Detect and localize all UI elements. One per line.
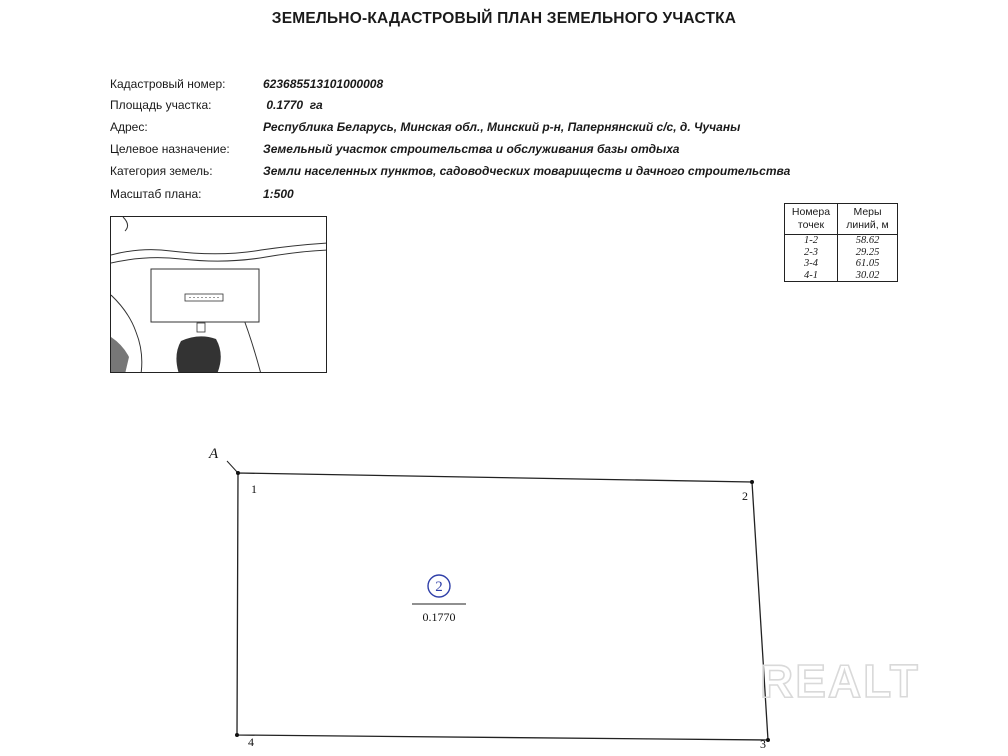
parcel-area-label: 0.1770: [422, 610, 456, 624]
info-value: Земли населенных пунктов, садоводческих товариществ и дачного строительства: [263, 164, 791, 178]
table-cell-length: 29.25: [838, 247, 898, 259]
boundary-point-2-marker: [750, 480, 754, 484]
road-line: [111, 250, 327, 263]
table-cell-points: 4-1: [785, 270, 838, 282]
realt-watermark: REALT: [760, 655, 920, 707]
parcel-outline: [151, 269, 259, 322]
info-label: Кадастровый номер:: [110, 77, 226, 91]
info-value: Республика Беларусь, Минская обл., Минский р-н, Папернянский с/с, д. Чучаны: [263, 120, 741, 134]
info-value: 623685513101000008: [263, 77, 384, 91]
boundary-line: [123, 217, 128, 231]
point-4-label: 4: [248, 735, 254, 749]
parcel-number: 2: [435, 579, 443, 595]
point-3-label: 3: [760, 737, 766, 751]
document-title: ЗЕМЕЛЬНО-КАДАСТРОВЫЙ ПЛАН ЗЕМЕЛЬНОГО УЧАСТКА: [271, 10, 737, 27]
table-row: [785, 258, 898, 270]
info-label: Площадь участка:: [110, 98, 212, 112]
table-header-lengths: Меры линий, м: [838, 204, 898, 235]
neighbor-plot-shaded: [111, 337, 129, 373]
table-row: [785, 235, 898, 247]
table-cell-length: 58.62: [838, 235, 898, 247]
table-cell-length: 61.05: [838, 258, 898, 270]
info-label: Масштаб плана:: [110, 187, 202, 201]
neighbor-plot-shaded: [176, 336, 220, 373]
point-1-label: 1: [251, 482, 257, 496]
point-2-label: 2: [742, 489, 748, 503]
point-a-label: A: [209, 446, 219, 462]
overview-map: [110, 216, 327, 373]
overview-map-drawing: [111, 217, 327, 373]
info-label: Адрес:: [110, 120, 148, 134]
table-cell-points: 3-4: [785, 258, 838, 270]
table-cell-points: 2-3: [785, 247, 838, 259]
boundary-point-1-marker: [236, 471, 240, 475]
point-a-leader: [227, 461, 238, 473]
info-label: Категория земель:: [110, 164, 213, 178]
table-row: [785, 270, 898, 282]
line-measurements-table: [784, 203, 898, 282]
parcel-boundary: [237, 473, 768, 740]
info-value: Земельный участок строительства и обслуживания базы отдыха: [263, 142, 680, 156]
table-header-points: Номера точек: [785, 204, 838, 235]
table-row: [785, 247, 898, 259]
boundary-point-3-marker: [766, 738, 770, 742]
info-label: Целевое назначение:: [110, 142, 230, 156]
table-cell-points: 1-2: [785, 235, 838, 247]
boundary-point-4-marker: [235, 733, 239, 737]
info-value: 0.1770 га: [263, 98, 323, 112]
table-cell-length: 30.02: [838, 270, 898, 282]
small-structure: [197, 323, 205, 332]
info-value: 1:500: [263, 187, 294, 201]
